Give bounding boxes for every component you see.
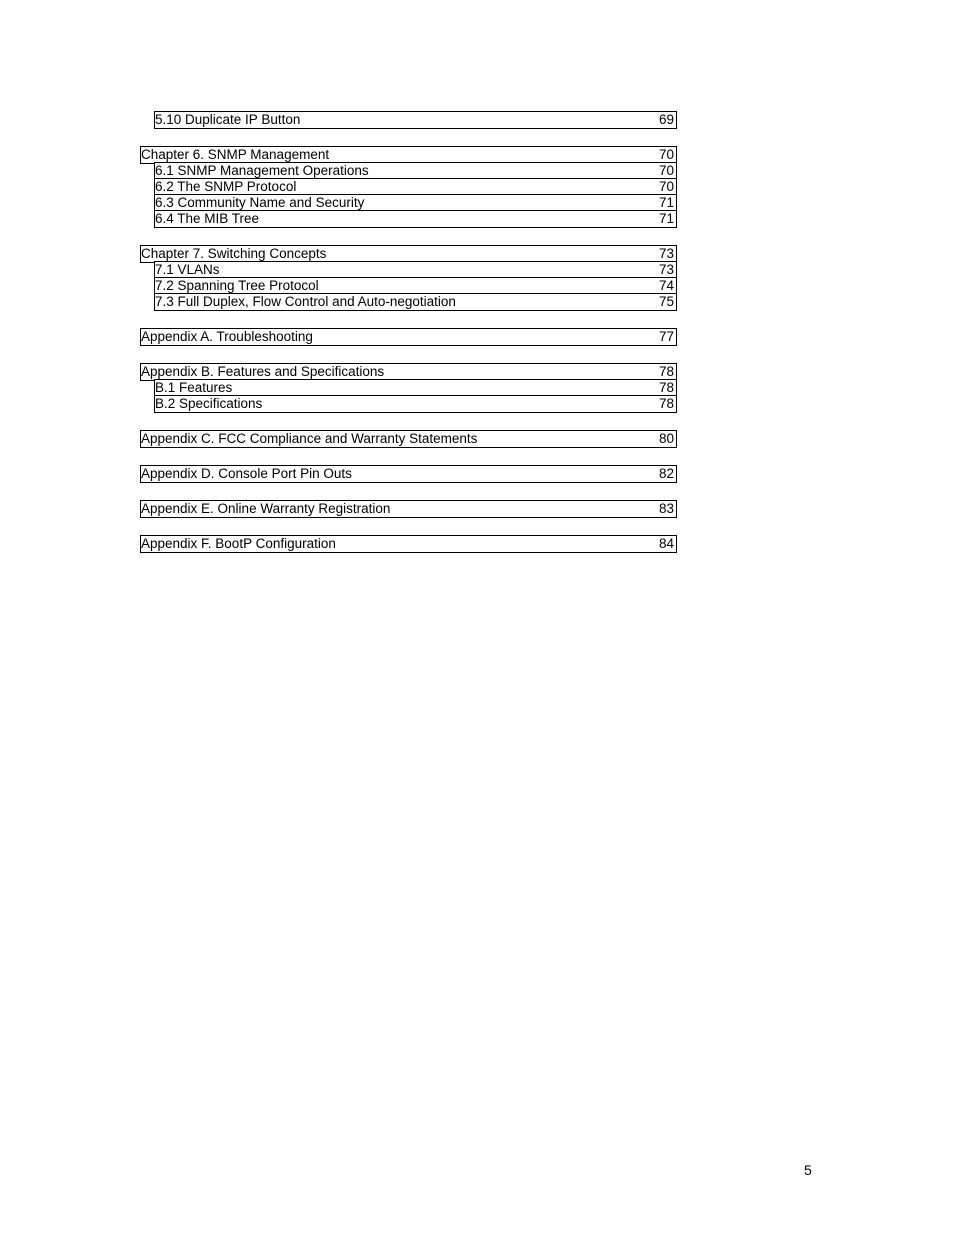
toc-entry-label: B.1 Features [155, 380, 233, 395]
toc-entry-page: 77 [658, 329, 674, 344]
toc-entry-page: 78 [658, 380, 674, 395]
toc-entry-page: 74 [658, 278, 674, 293]
toc-entry-label: 6.3 Community Name and Security [155, 195, 365, 210]
toc-entry-label: Appendix E. Online Warranty Registration [141, 501, 391, 516]
toc-entry[interactable] [140, 465, 677, 483]
toc-entry-label: 6.4 The MIB Tree [155, 211, 260, 226]
toc-entry[interactable] [140, 430, 677, 448]
toc-entry-page: 70 [658, 147, 674, 162]
toc-entry-page: 82 [658, 466, 674, 481]
toc-entry-label: Appendix C. FCC Compliance and Warranty Statements [141, 431, 478, 446]
toc-entry-label: Appendix B. Features and Specifications [141, 364, 385, 379]
toc-entry-page: 70 [658, 179, 674, 194]
toc-entry-page: 78 [658, 396, 674, 411]
toc-entry[interactable] [140, 535, 677, 553]
toc-entry-page: 78 [658, 364, 674, 379]
toc-entry-page: 75 [658, 294, 674, 309]
page-number: 5 [804, 1162, 812, 1178]
toc-entry[interactable] [140, 500, 677, 518]
toc-entry-page: 69 [658, 112, 674, 127]
toc-entry-label: Chapter 7. Switching Concepts [141, 246, 327, 261]
toc-entry[interactable] [154, 111, 677, 129]
toc-entry-page: 83 [658, 501, 674, 516]
toc-entry-label: 6.2 The SNMP Protocol [155, 179, 297, 194]
toc-entry-page: 84 [658, 536, 674, 551]
toc-entry[interactable] [154, 395, 677, 413]
toc-entry-page: 80 [658, 431, 674, 446]
toc-entry-page: 73 [658, 246, 674, 261]
table-of-contents [0, 0, 954, 600]
toc-entry[interactable] [140, 328, 677, 346]
toc-entry-label: Appendix D. Console Port Pin Outs [141, 466, 352, 481]
toc-entry-page: 70 [658, 163, 674, 178]
toc-entry-label: 7.2 Spanning Tree Protocol [155, 278, 319, 293]
toc-entry-page: 73 [658, 262, 674, 277]
toc-entry-label: B.2 Specifications [155, 396, 263, 411]
toc-entry[interactable] [154, 210, 677, 228]
toc-entry-label: 7.3 Full Duplex, Flow Control and Auto-negotiation [155, 294, 456, 309]
toc-entry-label: 6.1 SNMP Management Operations [155, 163, 369, 178]
toc-entry[interactable] [154, 293, 677, 311]
toc-entry-page: 71 [658, 195, 674, 210]
toc-entry-label: 7.1 VLANs [155, 262, 220, 277]
toc-entry-label: Chapter 6. SNMP Management [141, 147, 330, 162]
toc-entry-label: Appendix A. Troubleshooting [141, 329, 313, 344]
toc-entry-page: 71 [658, 211, 674, 226]
toc-entry-label: Appendix F. BootP Configuration [141, 536, 336, 551]
toc-entry-label: 5.10 Duplicate IP Button [155, 112, 301, 127]
